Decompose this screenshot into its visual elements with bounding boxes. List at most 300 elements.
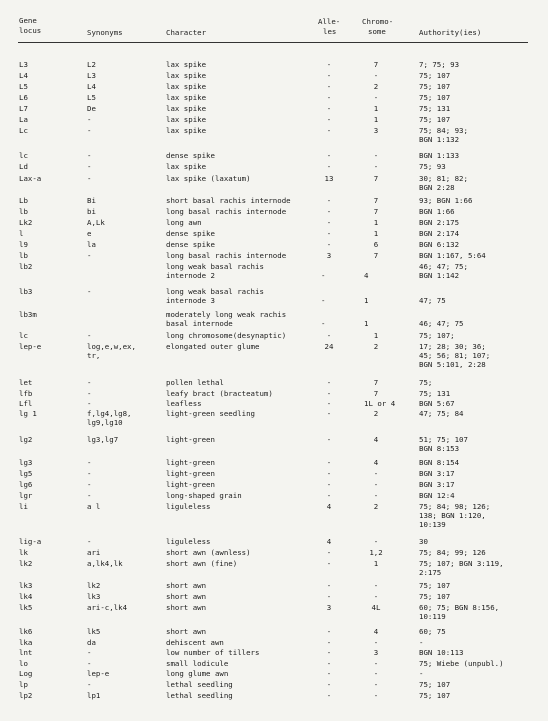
gene-locus-cell bbox=[19, 174, 41, 183]
character-text: light-green bbox=[166, 435, 215, 444]
chromosome-cell bbox=[364, 60, 388, 69]
gene-locus-text: lb bbox=[19, 207, 28, 216]
synonyms-cell bbox=[87, 648, 91, 657]
alleles-cell bbox=[321, 162, 337, 171]
gene-locus-cell bbox=[19, 627, 32, 636]
character-text: lax spike bbox=[166, 104, 207, 113]
authority-text-line2: 10:119 bbox=[419, 612, 446, 621]
chromosome-cell bbox=[364, 82, 388, 91]
authority-cell bbox=[419, 82, 450, 91]
gene-locus-text: lfb bbox=[19, 389, 33, 398]
alleles-text: - bbox=[326, 480, 332, 489]
alleles-cell bbox=[321, 669, 337, 678]
alleles-text: - bbox=[326, 458, 332, 467]
chromosome-text-line2: 1 bbox=[364, 296, 369, 305]
chromosome-cell bbox=[364, 104, 388, 113]
gene-locus-text: lp bbox=[19, 680, 28, 689]
authority-cell bbox=[419, 548, 486, 557]
chromosome-text: 2 bbox=[373, 82, 379, 91]
authority-cell bbox=[419, 378, 432, 387]
gene-locus-cell bbox=[19, 162, 28, 171]
authority-text-line2: 138; BGN 1:120, bbox=[419, 511, 486, 520]
character-text: lethal seedling bbox=[166, 691, 233, 700]
chromosome-cell bbox=[364, 680, 388, 689]
synonyms-cell bbox=[87, 581, 100, 590]
chromosome-text: 1 bbox=[373, 218, 379, 227]
synonyms-cell bbox=[87, 174, 91, 183]
authority-text: 46; 47; 75; bbox=[419, 262, 468, 271]
gene-locus-text: lo bbox=[19, 659, 28, 668]
character-text: short awn bbox=[166, 627, 207, 636]
authority-cell bbox=[419, 648, 464, 657]
chromosome-cell bbox=[364, 93, 388, 102]
authority-cell bbox=[419, 60, 459, 69]
gene-locus-text: lg 1 bbox=[19, 409, 37, 418]
character-text: short awn (fine) bbox=[166, 559, 238, 568]
synonyms-cell bbox=[87, 638, 96, 647]
authority-text-line2: BGN 1:132 bbox=[419, 135, 460, 144]
chromosome-text: - bbox=[373, 162, 379, 171]
character-cell bbox=[166, 229, 215, 238]
synonyms-cell bbox=[87, 469, 91, 478]
alleles-cell bbox=[321, 399, 337, 408]
alleles-text: - bbox=[326, 648, 332, 657]
synonyms-cell bbox=[87, 196, 96, 205]
alleles-text: - bbox=[326, 196, 332, 205]
alleles-cell bbox=[321, 115, 337, 124]
chromosome-cell bbox=[364, 162, 388, 171]
gene-locus-cell bbox=[19, 659, 28, 668]
authority-cell bbox=[419, 240, 459, 249]
authority-cell bbox=[419, 251, 486, 260]
synonyms-cell bbox=[87, 218, 105, 227]
character-cell bbox=[166, 378, 224, 387]
authority-text: 75; 131 bbox=[419, 104, 451, 113]
chromosome-text-line2: 1 bbox=[364, 319, 369, 328]
character-cell bbox=[166, 389, 273, 398]
alleles-text: - bbox=[326, 229, 332, 238]
gene-locus-cell bbox=[19, 262, 32, 271]
gene-locus-text: lc bbox=[19, 331, 28, 340]
chromosome-cell bbox=[364, 548, 388, 557]
character-cell bbox=[166, 251, 286, 260]
character-cell bbox=[166, 435, 215, 444]
chromosome-text: 7 bbox=[373, 378, 379, 387]
synonyms-text: - bbox=[87, 174, 92, 183]
chromosome-cell bbox=[364, 389, 388, 398]
alleles-text: 13 bbox=[324, 174, 334, 183]
synonyms-cell bbox=[87, 93, 96, 102]
chromosome-cell bbox=[364, 502, 388, 511]
character-text: lax spike bbox=[166, 82, 207, 91]
character-text: dehiscent awn bbox=[166, 638, 224, 647]
character-text: leafless bbox=[166, 399, 202, 408]
alleles-text-line2: - bbox=[321, 296, 326, 305]
alleles-text: - bbox=[326, 627, 332, 636]
chromosome-cell bbox=[364, 409, 388, 418]
authority-text: - bbox=[419, 669, 424, 678]
gene-locus-text: lb3 bbox=[19, 287, 33, 296]
synonyms-cell bbox=[87, 559, 123, 568]
synonyms-cell bbox=[87, 399, 91, 408]
chromosome-text: 7 bbox=[373, 196, 379, 205]
authority-cell bbox=[419, 207, 455, 216]
authority-text: 75; 107; bbox=[419, 331, 455, 340]
authority-cell bbox=[419, 126, 468, 144]
character-text: low number of tillers bbox=[166, 648, 260, 657]
synonyms-cell bbox=[87, 502, 100, 511]
alleles-text: - bbox=[326, 93, 332, 102]
alleles-cell bbox=[321, 603, 337, 612]
authority-text: 7; 75; 93 bbox=[419, 60, 460, 69]
chromosome-cell bbox=[364, 648, 388, 657]
gene-locus-text: lka bbox=[19, 638, 33, 647]
synonyms-cell bbox=[87, 659, 91, 668]
authority-cell bbox=[419, 331, 455, 340]
character-text-line2: internode 3 bbox=[166, 296, 215, 305]
alleles-cell bbox=[321, 659, 337, 668]
gene-locus-text: Lc bbox=[19, 126, 28, 135]
gene-locus-cell bbox=[19, 435, 32, 444]
gene-locus-cell bbox=[19, 559, 32, 568]
chromosome-cell bbox=[364, 174, 388, 183]
character-cell bbox=[166, 342, 259, 351]
chromosome-text: - bbox=[373, 71, 379, 80]
authority-text: 75; 107 bbox=[419, 115, 451, 124]
synonyms-text: De bbox=[87, 104, 96, 113]
gene-locus-cell bbox=[19, 409, 37, 418]
character-cell bbox=[166, 126, 206, 135]
character-cell bbox=[166, 207, 286, 216]
alleles-cell bbox=[321, 627, 337, 636]
synonyms-text: lk3 bbox=[87, 592, 101, 601]
chromosome-text: 4 bbox=[373, 458, 379, 467]
authority-text: 60; 75; BGN 8:156, bbox=[419, 603, 500, 612]
header-alleles-line2: les bbox=[323, 27, 337, 36]
synonyms-text: bi bbox=[87, 207, 96, 216]
alleles-cell bbox=[321, 196, 337, 205]
character-cell bbox=[166, 162, 206, 171]
authority-text: BGN 1:66 bbox=[419, 207, 455, 216]
gene-locus-text: let bbox=[19, 378, 33, 387]
synonyms-text: lp1 bbox=[87, 691, 101, 700]
authority-cell bbox=[419, 680, 450, 689]
character-cell bbox=[166, 603, 206, 612]
gene-locus-cell bbox=[19, 126, 28, 135]
gene-locus-text: lnt bbox=[19, 648, 33, 657]
chromosome-text: 6 bbox=[373, 240, 379, 249]
synonyms-text: lk5 bbox=[87, 627, 101, 636]
alleles-cell bbox=[321, 409, 337, 418]
authority-text: 75; 107 bbox=[419, 93, 451, 102]
synonyms-cell bbox=[87, 691, 100, 700]
synonyms-text: e bbox=[87, 229, 92, 238]
character-cell bbox=[166, 581, 206, 590]
synonyms-cell bbox=[87, 389, 91, 398]
chromosome-cell bbox=[364, 691, 388, 700]
chromosome-text: - bbox=[373, 638, 379, 647]
authority-text: - bbox=[419, 638, 424, 647]
chromosome-text: - bbox=[373, 669, 379, 678]
gene-locus-text: Lk2 bbox=[19, 218, 33, 227]
chromosome-text: 2 bbox=[373, 409, 379, 418]
authority-text: 75; 107 bbox=[419, 691, 451, 700]
synonyms-cell bbox=[87, 71, 96, 80]
authority-cell bbox=[419, 409, 464, 418]
character-text: liguleless bbox=[166, 537, 211, 546]
chromosome-cell bbox=[364, 240, 388, 249]
chromosome-cell bbox=[364, 378, 388, 387]
gene-locus-cell bbox=[19, 378, 32, 387]
character-text: pollen lethal bbox=[166, 378, 224, 387]
gene-locus-cell bbox=[19, 603, 32, 612]
gene-locus-text: lk5 bbox=[19, 603, 33, 612]
alleles-text: - bbox=[326, 680, 332, 689]
character-text: long chromosome(desynaptic) bbox=[166, 331, 287, 340]
authority-cell bbox=[419, 399, 455, 408]
alleles-text: 4 bbox=[326, 502, 332, 511]
synonyms-text: - bbox=[87, 648, 92, 657]
gene-locus-cell bbox=[19, 480, 32, 489]
chromosome-text: 7 bbox=[373, 251, 379, 260]
authority-text-line2: BGN 2:28 bbox=[419, 183, 455, 192]
chromosome-cell bbox=[364, 638, 388, 647]
alleles-cell bbox=[321, 435, 337, 444]
synonyms-cell bbox=[87, 458, 91, 467]
gene-locus-text: lk bbox=[19, 548, 28, 557]
alleles-cell bbox=[321, 480, 337, 489]
alleles-text: - bbox=[326, 151, 332, 160]
chromosome-cell bbox=[364, 207, 388, 216]
header-chromosome-line2: some bbox=[368, 27, 386, 36]
synonyms-text: - bbox=[87, 537, 92, 546]
gene-locus-cell bbox=[19, 104, 28, 113]
gene-locus-text: lp2 bbox=[19, 691, 33, 700]
authority-cell bbox=[419, 581, 450, 590]
authority-text: BGN 8:154 bbox=[419, 458, 460, 467]
alleles-text: - bbox=[326, 82, 332, 91]
chromosome-text: 1 bbox=[373, 115, 379, 124]
synonyms-cell bbox=[87, 240, 96, 249]
chromosome-cell bbox=[364, 399, 396, 408]
authority-text: 51; 75; 107 bbox=[419, 435, 468, 444]
chromosome-text: 7 bbox=[373, 389, 379, 398]
chromosome-cell bbox=[364, 229, 388, 238]
synonyms-cell bbox=[87, 342, 136, 360]
authority-cell bbox=[419, 469, 455, 478]
alleles-text: - bbox=[326, 638, 332, 647]
authority-text: BGN 1:167, 5:64 bbox=[419, 251, 486, 260]
header-locus-line1: Gene bbox=[19, 16, 37, 25]
chromosome-cell bbox=[364, 627, 388, 636]
gene-locus-cell bbox=[19, 638, 32, 647]
character-cell bbox=[166, 638, 224, 647]
gene-locus-cell bbox=[19, 469, 32, 478]
chromosome-text: 2 bbox=[373, 502, 379, 511]
header-alleles-line1: Alle- bbox=[318, 17, 341, 26]
header-authority: Authority(ies) bbox=[419, 28, 482, 37]
character-cell bbox=[166, 218, 202, 227]
alleles-text: - bbox=[326, 435, 332, 444]
authority-text: 17; 28; 30; 36; bbox=[419, 342, 486, 351]
character-text: short awn (awnless) bbox=[166, 548, 251, 557]
chromosome-text: 1 bbox=[373, 104, 379, 113]
gene-locus-text: lk4 bbox=[19, 592, 33, 601]
authority-text: 75; 107 bbox=[419, 82, 451, 91]
synonyms-text-line2: lg9,lg10 bbox=[87, 418, 123, 427]
chromosome-cell bbox=[364, 218, 388, 227]
synonyms-text: a l bbox=[87, 502, 101, 511]
chromosome-text: 7 bbox=[373, 207, 379, 216]
alleles-text-line2: - bbox=[321, 271, 326, 280]
authority-cell bbox=[419, 162, 446, 171]
authority-text: 75; 107 bbox=[419, 592, 451, 601]
authority-text: 75; 107 bbox=[419, 680, 451, 689]
gene-locus-cell bbox=[19, 82, 28, 91]
character-text: lethal seedling bbox=[166, 680, 233, 689]
gene-locus-cell bbox=[19, 458, 32, 467]
chromosome-text: 7 bbox=[373, 174, 379, 183]
chromosome-cell bbox=[364, 592, 388, 601]
character-text: long basal rachis internode bbox=[166, 251, 287, 260]
alleles-cell bbox=[321, 229, 337, 238]
character-cell bbox=[166, 548, 251, 557]
alleles-cell bbox=[321, 151, 337, 160]
gene-locus-cell bbox=[19, 251, 28, 260]
authority-text: 75; 84; 98; 126; bbox=[419, 502, 491, 511]
synonyms-cell bbox=[87, 537, 91, 546]
synonyms-cell bbox=[87, 104, 96, 113]
alleles-text: - bbox=[326, 60, 332, 69]
gene-locus-cell bbox=[19, 389, 32, 398]
chromosome-text-line2: 4 bbox=[364, 271, 369, 280]
alleles-cell bbox=[321, 251, 337, 260]
chromosome-cell bbox=[364, 659, 388, 668]
synonyms-cell bbox=[87, 680, 91, 689]
authority-cell bbox=[419, 151, 459, 160]
alleles-text: - bbox=[326, 399, 332, 408]
authority-text: 75; 84; 93; bbox=[419, 126, 468, 135]
alleles-text: - bbox=[326, 691, 332, 700]
chromosome-text: - bbox=[373, 592, 379, 601]
chromosome-text: - bbox=[373, 480, 379, 489]
authority-cell bbox=[419, 502, 491, 529]
character-cell bbox=[166, 240, 215, 249]
chromosome-cell bbox=[364, 581, 388, 590]
alleles-cell bbox=[321, 548, 337, 557]
character-text: long basal rachis internode bbox=[166, 207, 287, 216]
gene-locus-text: lg3 bbox=[19, 458, 33, 467]
alleles-text: - bbox=[326, 162, 332, 171]
synonyms-text: A,Lk bbox=[87, 218, 105, 227]
authority-text-line2: BGN 1:142 bbox=[419, 271, 460, 280]
chromosome-text: 3 bbox=[373, 126, 379, 135]
gene-locus-cell bbox=[19, 93, 28, 102]
synonyms-cell bbox=[87, 409, 132, 427]
chromosome-cell bbox=[364, 669, 388, 678]
alleles-cell bbox=[321, 680, 337, 689]
authority-cell bbox=[419, 638, 423, 647]
authority-text: 75; bbox=[419, 378, 433, 387]
alleles-text: - bbox=[326, 581, 332, 590]
gene-locus-cell bbox=[19, 218, 32, 227]
synonyms-cell bbox=[87, 60, 96, 69]
synonyms-text: ari-c,lk4 bbox=[87, 603, 128, 612]
gene-locus-cell bbox=[19, 399, 32, 408]
synonyms-text: a,lk4,lk bbox=[87, 559, 123, 568]
alleles-cell bbox=[321, 559, 337, 568]
character-text: lax spike (laxatum) bbox=[166, 174, 251, 183]
alleles-cell bbox=[321, 104, 337, 113]
chromosome-cell bbox=[364, 342, 388, 351]
alleles-text: - bbox=[326, 240, 332, 249]
chromosome-cell bbox=[364, 603, 388, 612]
authority-cell bbox=[419, 659, 504, 668]
alleles-cell bbox=[321, 207, 337, 216]
alleles-text: - bbox=[326, 218, 332, 227]
character-cell bbox=[166, 60, 206, 69]
authority-cell bbox=[419, 218, 459, 227]
authority-cell bbox=[419, 104, 450, 113]
chromosome-cell bbox=[364, 331, 388, 340]
authority-cell bbox=[419, 603, 500, 621]
synonyms-text: - bbox=[87, 162, 92, 171]
chromosome-text: - bbox=[373, 151, 379, 160]
gene-locus-text: l bbox=[19, 229, 24, 238]
chromosome-cell bbox=[364, 480, 388, 489]
gene-locus-text: li bbox=[19, 502, 28, 511]
gene-locus-cell bbox=[19, 342, 41, 351]
authority-text: 75; 107 bbox=[419, 71, 451, 80]
character-cell bbox=[166, 691, 233, 700]
synonyms-text: da bbox=[87, 638, 96, 647]
chromosome-cell bbox=[364, 458, 388, 467]
alleles-cell bbox=[321, 126, 337, 135]
authority-cell bbox=[419, 559, 504, 577]
authority-cell bbox=[419, 669, 423, 678]
authority-text: 30; 81; 82; bbox=[419, 174, 468, 183]
alleles-cell bbox=[321, 592, 337, 601]
synonyms-text: L4 bbox=[87, 82, 96, 91]
authority-text-line3: BGN 5:101, 2:28 bbox=[419, 360, 486, 369]
synonyms-text: lg3,lg7 bbox=[87, 435, 119, 444]
synonyms-cell bbox=[87, 287, 91, 296]
alleles-text: - bbox=[326, 409, 332, 418]
alleles-cell bbox=[321, 331, 337, 340]
synonyms-cell bbox=[87, 207, 96, 216]
synonyms-text: - bbox=[87, 399, 92, 408]
authority-text: 75; 93 bbox=[419, 162, 446, 171]
chromosome-text: 4L bbox=[371, 603, 381, 612]
synonyms-cell bbox=[87, 378, 91, 387]
authority-text-line2: 2:175 bbox=[419, 568, 442, 577]
authority-cell bbox=[419, 627, 446, 636]
character-text: long-shaped grain bbox=[166, 491, 242, 500]
header-locus-line2: locus bbox=[19, 26, 42, 35]
authority-cell bbox=[419, 537, 428, 546]
character-text: long awn bbox=[166, 218, 202, 227]
synonyms-text: - bbox=[87, 458, 92, 467]
authority-text: 30 bbox=[419, 537, 428, 546]
character-text: lax spike bbox=[166, 126, 207, 135]
authority-cell bbox=[419, 480, 455, 489]
authority-text: 75; 131 bbox=[419, 389, 451, 398]
character-text: dense spike bbox=[166, 240, 215, 249]
alleles-cell bbox=[321, 469, 337, 478]
synonyms-text: la bbox=[87, 240, 96, 249]
authority-text: 75; 107 bbox=[419, 581, 451, 590]
alleles-cell bbox=[321, 342, 337, 351]
